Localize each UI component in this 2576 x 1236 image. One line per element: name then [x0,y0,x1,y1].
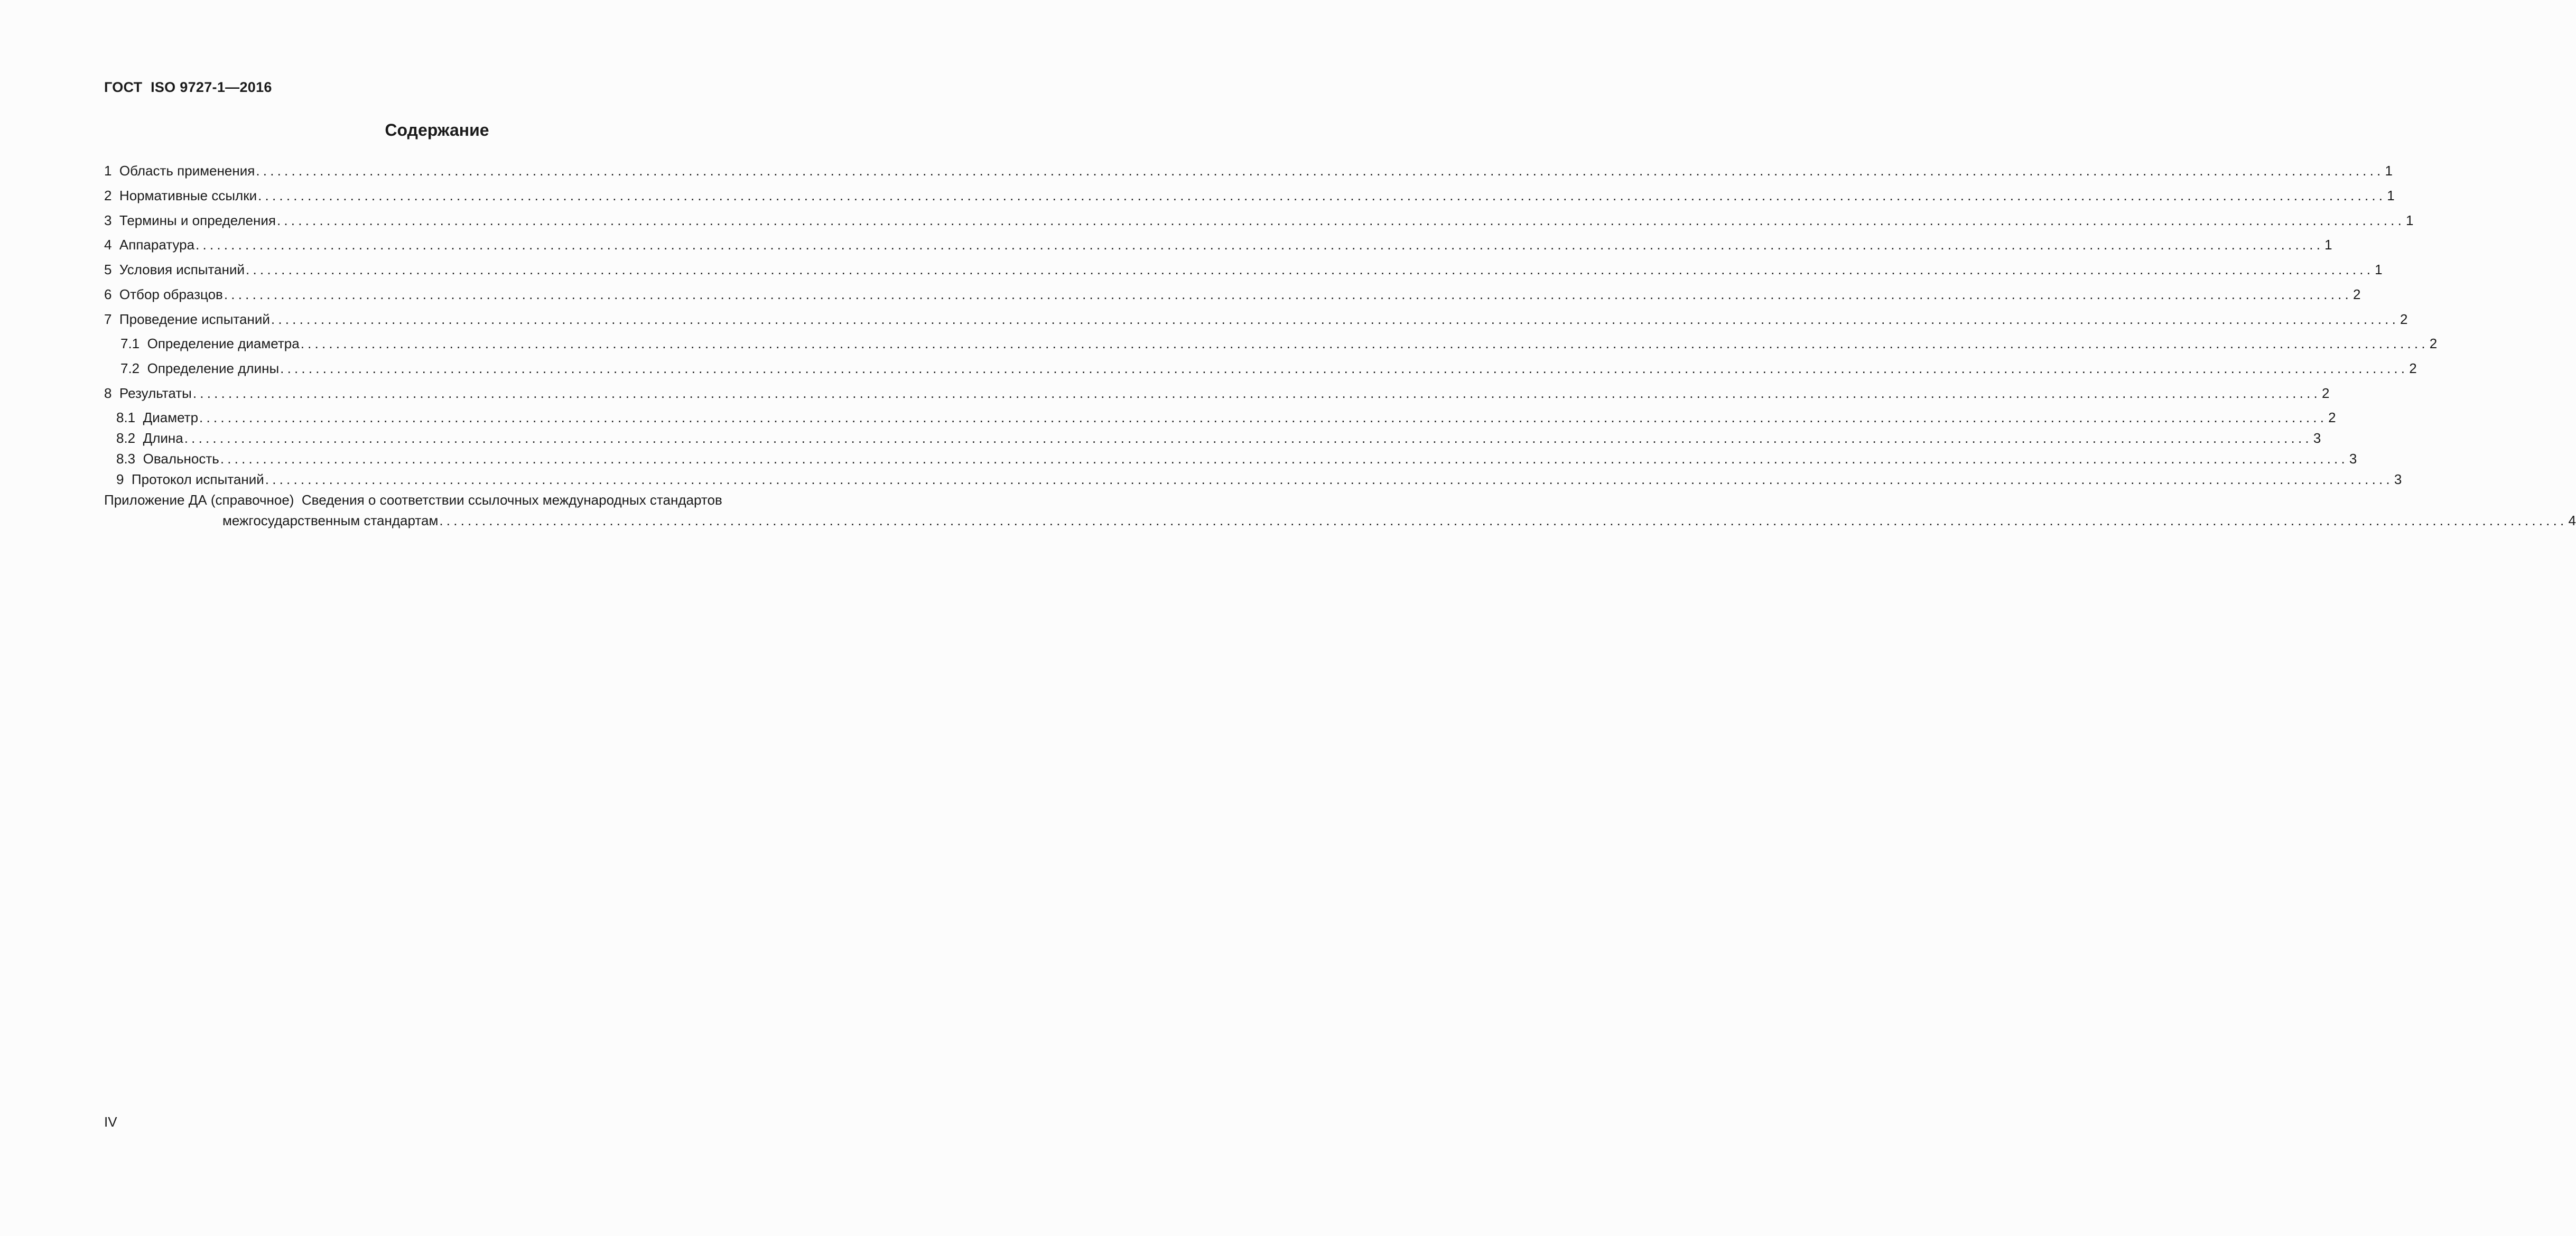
toc-entry-label: Овальность [143,451,219,467]
toc-entry-page: 3 [2313,430,2321,446]
dot-leader: ............................................................................................................................................................................................................................................................................................................ [258,188,2386,203]
dot-leader: ............................................................................................................................................................................................................................................................................................................ [246,262,2374,277]
toc-entry-page: 1 [2375,262,2383,277]
toc-entry-7-1[interactable] [120,334,2438,352]
toc-entry-number: 8 [104,385,112,401]
toc-entry-label: Нормативные ссылки [119,188,257,203]
toc-entry-number: 8.3 [116,451,136,467]
toc-entry-page: 2 [2352,286,2361,302]
toc-entry-page: 3 [2394,471,2402,487]
toc-entry-3[interactable] [104,211,2414,229]
annex-title-line2: межгосударственным стандартам [222,513,439,528]
toc-entry-page: 1 [2324,237,2332,253]
toc-entry-number: 8.2 [116,430,136,446]
toc-entry-label: Определение диаметра [147,336,300,351]
toc-entry-page: 2 [2429,336,2438,351]
toc-entry-number: 7.2 [120,360,140,376]
toc-entry-number: 1 [104,163,112,179]
toc-entry-1[interactable] [104,162,2393,180]
toc-entry-7-2[interactable] [120,359,2417,377]
toc-entry-label: Условия испытаний [119,262,245,277]
dot-leader: ............................................................................................................................................................................................................................................................................................................ [276,212,2405,228]
toc-entry-label: Определение длины [147,360,280,376]
toc-entry-2[interactable] [104,187,2395,205]
toc-entry-number: 2 [104,188,112,203]
toc-entry-page: 1 [2387,188,2395,203]
toc-entry-label: Термины и определения [119,212,276,228]
dot-leader: ............................................................................................................................................................................................................................................................................................................ [439,513,2568,528]
toc-entry-number: 8.1 [116,410,136,425]
toc-entry-5[interactable] [104,261,2383,278]
annex-label: Приложение ДА (справочное) [104,492,294,508]
dot-leader: ............................................................................................................................................................................................................................................................................................................ [300,336,2429,351]
toc-entry-label: Область применения [119,163,255,179]
dot-leader: ............................................................................................................................................................................................................................................................................................................ [256,163,2384,179]
toc-entry-number: 5 [104,262,112,277]
toc-entry-label: Протокол испытаний [131,471,264,487]
toc-entry-page: 2 [2400,311,2408,327]
toc-entry-label: Длина [143,430,183,446]
toc-entry-label: Диаметр [143,410,199,425]
toc-entry-6[interactable] [104,285,2361,303]
toc-annex-heading[interactable] [104,491,722,509]
toc-entry-8-3[interactable] [116,450,2357,468]
toc-entry-number: 9 [116,471,124,487]
toc-entry-number: 4 [104,237,112,253]
toc-entry-page: 1 [2406,212,2414,228]
dot-leader: ............................................................................................................................................................................................................................................................................................................ [184,430,2312,446]
toc-entry-number: 7.1 [120,336,140,351]
toc-entry-8[interactable] [104,384,2330,402]
toc-entry-page: 3 [2349,451,2357,467]
dot-leader: ............................................................................................................................................................................................................................................................................................................ [265,471,2393,487]
toc-entry-label: Отбор образцов [119,286,223,302]
dot-leader: ............................................................................................................................................................................................................................................................................................................ [280,360,2408,376]
toc-entry-8-2[interactable] [116,429,2321,447]
toc-entry-page: 4 [2568,513,2576,528]
document-header: ГОСТ ISO 9727-1—2016 [104,79,272,95]
dot-leader: ............................................................................................................................................................................................................................................................................................................ [271,311,2399,327]
toc-entry-9[interactable] [116,470,2402,488]
dot-leader: ............................................................................................................................................................................................................................................................................................................ [220,451,2348,467]
page-title: Содержание [385,120,489,140]
dot-leader: ............................................................................................................................................................................................................................................................................................................ [224,286,2352,302]
toc-entry-page: 2 [2409,360,2417,376]
dot-leader: ............................................................................................................................................................................................................................................................................................................ [199,410,2328,425]
toc-entry-number: 7 [104,311,112,327]
toc-entry-4[interactable] [104,236,2332,254]
toc-entry-label: Результаты [119,385,192,401]
page-number: IV [104,1114,117,1130]
toc-entry-annex[interactable] [222,512,2576,529]
toc-entry-page: 1 [2385,163,2393,179]
toc-entry-number: 6 [104,286,112,302]
toc-entry-8-1[interactable] [116,408,2336,426]
toc-entry-7[interactable] [104,310,2408,328]
toc-entry-label: Аппаратура [119,237,195,253]
toc-entry-page: 2 [2328,410,2336,425]
dot-leader: ............................................................................................................................................................................................................................................................................................................ [196,237,2324,253]
toc-entry-page: 2 [2321,385,2330,401]
annex-title-line1: Сведения о соответствии ссылочных международных стандартов [301,492,722,508]
toc-entry-label: Проведение испытаний [119,311,270,327]
dot-leader: ............................................................................................................................................................................................................................................................................................................ [192,385,2321,401]
toc-entry-number: 3 [104,212,112,228]
